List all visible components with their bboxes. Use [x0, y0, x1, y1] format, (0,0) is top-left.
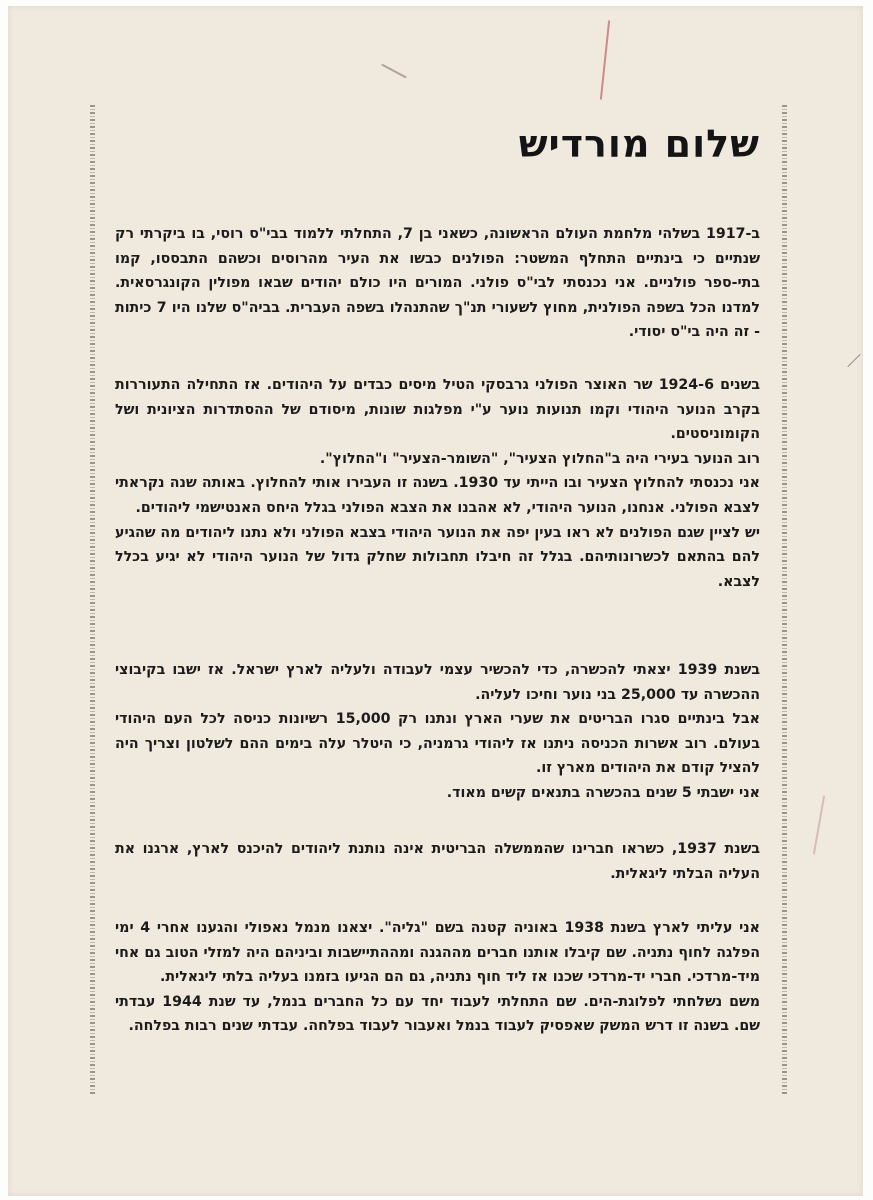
paragraph: אבל בינתיים סגרו הבריטים את שערי הארץ ונתנו רק 15,000 רשיונות כניסה לכל העם היהודי בעולם. רוב אשרות הכניסה ניתנו אז ליהודי גרמניה, כי היטלר עלה בימים ההם לשלטון וצריך היה להציל קודם את היהודים מארץ זו.	[115, 711, 760, 777]
section-hachshara	[115, 658, 760, 806]
decorative-border-right	[782, 105, 787, 1095]
section-illegal-aliya	[115, 837, 760, 886]
paragraph: בשנת 1937, כשראו חברינו שהממשלה הבריטית אינה נותנת ליהודים להיכנס לארץ, ארגנו את העליה הבלתי ליגאלית.	[115, 841, 760, 882]
section-arrival	[115, 916, 760, 1039]
paragraph: אני נכנסתי להחלוץ הצעיר ובו הייתי עד 1930. בשנה זו העבירו אותי להחלוץ. באותה שנה נקראתי לצבא הפולני. אנחנו, הנוער היהודי, לא אהבנו את הצבא הפולני בגלל היחס האנטישמי ליהודים.	[115, 475, 761, 516]
paragraph: בשנת 1939 יצאתי להכשרה, כדי להכשיר עצמי לעבודה ולעליה לארץ ישראל. אז ישבו בקיבוצי ההכשרה עד 25,000 בני נוער וחיכו לעליה.	[115, 662, 760, 703]
paragraph: אני עליתי לארץ בשנת 1938 באוניה קטנה בשם "גליה". יצאנו מנמל נאפולי והגענו אחרי 4 ימי הפלגה לחוף נתניה. שם קיבלו אותנו חברים מההגנה ומההתיישבות וביניהם היה למזלי הטוב גם אחי מיד-מרדכי. חברי יד-מרדכי שכנו אז ליד חוף נתניה, גם הם הגיעו בזמנו בעליה בלתי ליגאלית.	[115, 920, 761, 986]
section-early-schooling	[115, 222, 760, 345]
page-title: שלום מורדיש	[518, 122, 760, 166]
paragraph: ב-1917 בשלהי מלחמת העולם הראשונה, כשאני בן 7, התחלתי ללמוד בבי"ס רוסי, בו ביקרתי רק שנתיים כי בינתיים התחלף המשטר: הפולנים כבשו את העיר מהרוסים וכשהם התבססו, קמו בתי-ספר פולניים. אני נכנסתי לבי"ס פולני. המורים היו כולם יהודים שבאו מפולין הקונגרסאית. למדנו הכל בשפה הפולנית, מחוץ לשעורי תנ"ך שהתנהלו בשפה העברית. בביה"ס שלנו היו 7 כיתות - זה היה בי"ס יסודי.	[115, 226, 760, 341]
paragraph: אני ישבתי 5 שנים בהכשרה בתנאים קשים מאוד.	[446, 784, 760, 801]
paragraph: בשנים 1924-6 שר האוצר הפולני גרבסקי הטיל מיסים כבדים על היהודים. אז התחילה התעוררות בקרב הנוער היהודי וקמו תנועות נוער ע"י מפלגות שונות, מיסודם של ההסתדרות הציונית ושל הקומוניסטים.	[115, 377, 760, 443]
decorative-border-left	[90, 105, 95, 1095]
paragraph: משם נשלחתי לפלוגת-הים. שם התחלתי לעבוד יחד עם כל החברים בנמל, עד שנת 1944 עבדתי שם. בשנה זו דרש המשק שאפסיק לעבוד בנמל ואעבור לעבוד בפלחה. עבדתי שנים רבות בפלחה.	[115, 993, 760, 1035]
paragraph: יש לציין שגם הפולנים לא ראו בעין יפה את הנוער היהודי בצבא הפולני ולא נתנו ליהודים מה שהגיע להם בהתאם לכשרונותיהם. בגלל זה חיבלו תחבולות שחלק גדול של הנוער היהודי לא יגיע בכלל לצבא.	[115, 524, 760, 590]
paragraph: רוב הנוער בעירי היה ב"החלוץ הצעיר", "השומר-הצעיר" ו"החלוץ".	[319, 450, 760, 467]
section-youth-movements	[115, 373, 760, 594]
